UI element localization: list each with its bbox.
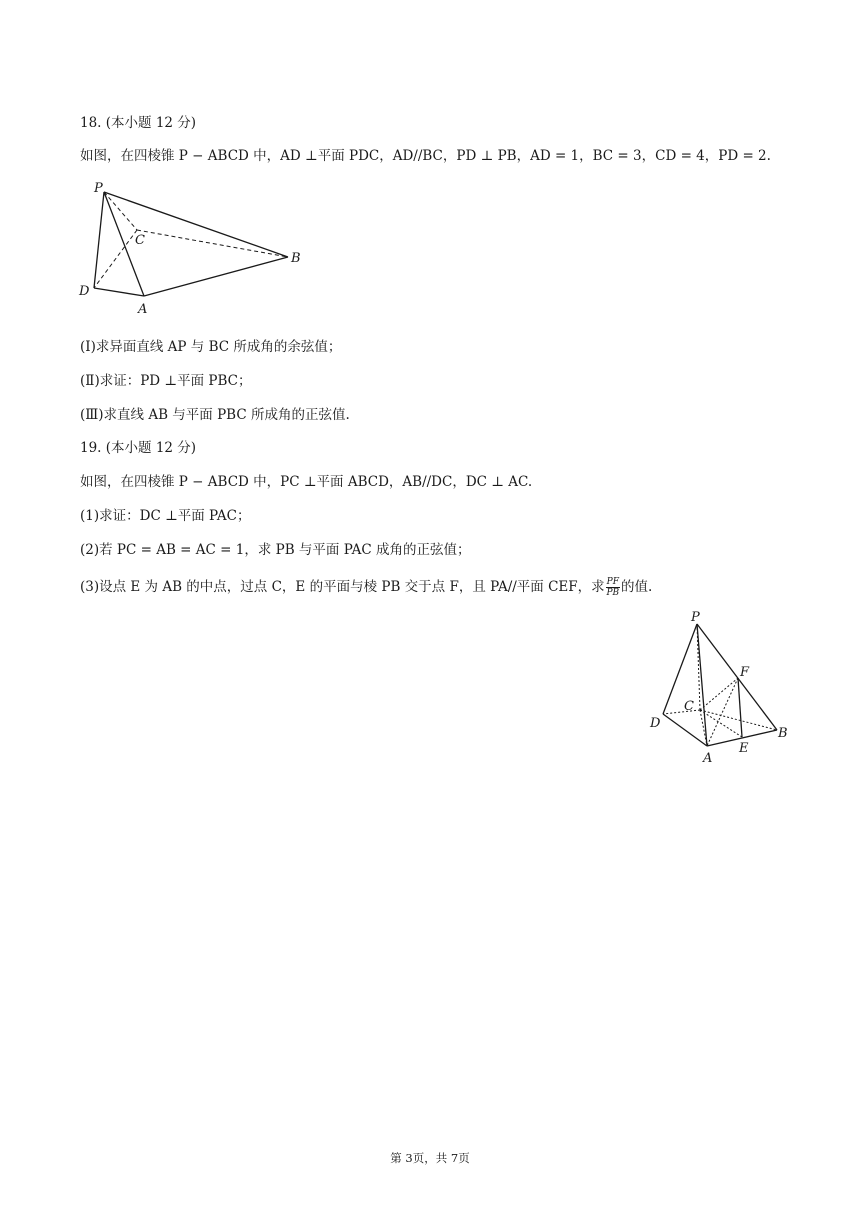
q18-part3: (Ⅲ)求直线 AB 与平面 PBC 所成角的正弦值. [80,407,350,423]
q18-label-B: B [291,251,301,266]
q19-label-D: D [650,716,661,731]
q19-frac-numerator: PF [606,577,619,587]
page-footer: 第 3页，共 7页 [390,1151,470,1165]
q18-part1: (Ⅰ)求异面直线 AP 与 BC 所成角的余弦值； [80,339,342,355]
q18-label-A: A [138,302,148,317]
q18-label-D: D [79,284,90,299]
q19-part2: (2)若 PC = AB = AC = 1，求 PB 与平面 PAC 成角的正弦值； [80,542,471,558]
q19-stem: 如图，在四棱锥 P − ABCD 中，PC ⊥平面 ABCD，AB//DC，DC ⊥ AC. [80,474,533,490]
q18-label-P: P [94,181,103,196]
q18-figure [76,178,316,318]
q19-label-B: B [778,726,788,741]
q19-frac-denominator: PB [606,588,620,598]
q18-header: 18. (本小题 12 分) [80,115,197,131]
q18-label-C: C [135,233,145,248]
q19-label-A: A [703,751,713,766]
q19-fraction [606,577,620,598]
q18-stem: 如图，在四棱锥 P − ABCD 中，AD ⊥平面 PDC，AD//BC，PD ⊥ PB，AD = 1，BC = 3，CD = 4，PD = 2. [80,148,771,164]
q19-part3-tail: 的值. [620,579,653,595]
q19-label-P: P [691,610,700,625]
q19-figure [645,606,805,766]
q19-part3-text: (3)设点 E 为 AB 的中点，过点 C，E 的平面与棱 PB 交于点 F，且 PA//平面 CEF，求 [80,579,605,595]
q19-part3 [80,577,652,598]
q18-part2: (Ⅱ)求证：PD ⊥平面 PBC； [80,373,252,389]
q19-part1: (1)求证：DC ⊥平面 PAC； [80,508,251,524]
q19-label-E: E [739,741,749,756]
q19-label-C: C [684,699,694,714]
q19-header: 19. (本小题 12 分) [80,440,197,456]
q19-label-F: F [740,665,750,680]
